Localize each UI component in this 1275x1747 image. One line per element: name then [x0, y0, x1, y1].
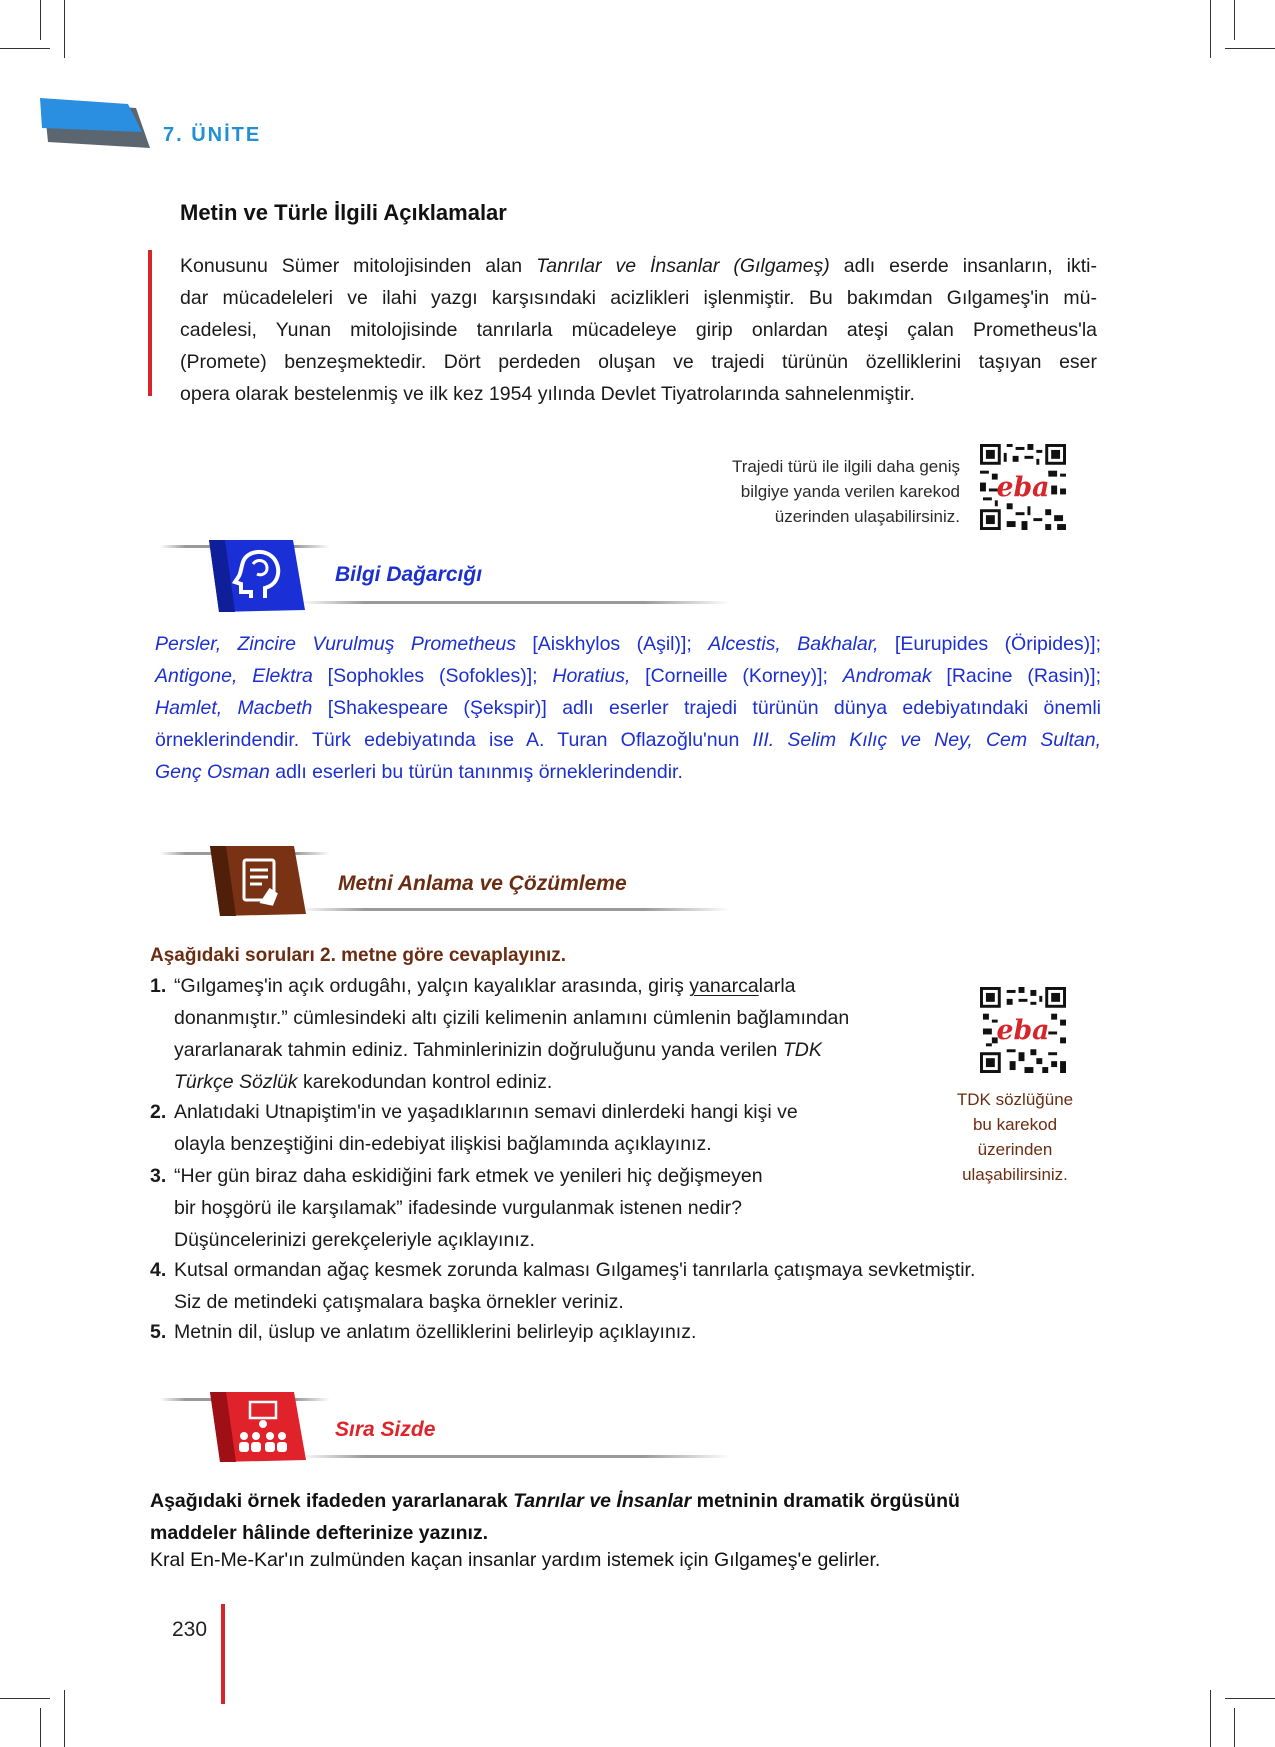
qr1-caption: Trajedi türü ile ilgili daha geniş bilgiye yanda verilen karekod üzerinden ulaşabilirsiniz.	[731, 457, 960, 526]
sira-icon-badge	[198, 1392, 308, 1462]
section-divider	[300, 601, 730, 604]
crop-mark	[0, 1698, 50, 1699]
svg-text:eba: eba	[996, 1014, 1050, 1046]
bilgi-paragraph: Persler, Zincire Vurulmuş Prometheus [Aiskhylos (Aşil)]; Alcestis, Bakhalar, [Eurupides (Öripides)]; Antigone, Elektra [Sophokles (Sofokles)]; Horatius, [Corneille (Korney)]; Andromak [Racine (Rasin)]; Hamlet, Macbeth [Shakespeare (Şekspir)] adlı eserler trajedi türünün dünya edebiyatındaki önemli örneklerindendir. Türk edebiyatında ise A. Turan Oflazoğlu'nun III. Selim Kılıç ve Ney, Cem Sultan, Genç Osman adlı eserleri bu türün tanınmış örneklerindendir.	[155, 633, 1101, 783]
crop-mark	[1234, 0, 1235, 40]
qr2-caption: TDK sözlüğüne bu karekod üzerinden ulaşabilirsiniz.	[956, 1090, 1074, 1184]
section-divider	[300, 1455, 730, 1458]
intro-accent-bar	[148, 250, 152, 396]
crop-mark	[40, 1708, 41, 1747]
svg-text:eba: eba	[996, 471, 1050, 503]
metni-icon-badge	[198, 846, 308, 916]
crop-mark	[1210, 0, 1211, 58]
qr-code-icon[interactable]	[980, 444, 1066, 530]
crop-mark	[1225, 48, 1275, 49]
crop-mark	[1225, 1698, 1275, 1699]
section-title: Metin ve Türle İlgili Açıklamalar	[180, 200, 507, 225]
page-accent-bar	[221, 1604, 225, 1704]
bilgi-title: Bilgi Dağarcığı	[335, 563, 483, 586]
section-divider	[300, 908, 730, 911]
question-3: 3. “Her gün biraz daha eskidiğini fark etmek ve yenileri hiç değişmeyen bir hoşgörü ile karşılamak” ifadesinde vurgulanmak istenen nedir? Düşüncelerinizi gerekçeleriyle açıklayınız.	[150, 1165, 763, 1251]
crop-mark	[1210, 1690, 1211, 1747]
question-1: 1. “Gılgameş'in açık ordugâhı, yalçın kayalıklar arasında, giriş yanarcalarla donanmıştır.” cümlesindeki altı çizili kelimenin anlamını cümlenin bağlamından yararlanarak tahmin ediniz. Tahminlerinizin doğruluğunu yanda verilen TDK Türkçe Sözlük karekodundan kontrol ediniz.	[150, 975, 850, 1093]
qr-code-icon[interactable]	[980, 987, 1066, 1073]
sira-example: Kral En-Me-Kar'ın zulmünden kaçan insanlar yardım istemek için Gılgameş'e gelirler.	[150, 1549, 881, 1571]
crop-mark	[64, 1690, 65, 1747]
sira-title: Sıra Sizde	[335, 1418, 436, 1441]
question-2: 2. Anlatıdaki Utnapiştim'in ve yaşadıklarının semavi dinlerdeki hangi kişi ve olayla benzeştiğini din-edebiyat ilişkisi bağlamında açıklayınız.	[150, 1101, 798, 1155]
crop-mark	[64, 0, 65, 58]
bilgi-icon-badge	[195, 540, 305, 612]
page-number: 230	[172, 1618, 208, 1641]
question-5: 5. Metnin dil, üslup ve anlatım özelliklerini belirleyip açıklayınız.	[150, 1321, 697, 1343]
metni-title: Metni Anlama ve Çözümleme	[338, 872, 627, 895]
metni-instruction: Aşağıdaki soruları 2. metne göre cevaplayınız.	[150, 945, 567, 966]
sira-instruction: Aşağıdaki örnek ifadeden yararlanarak Tanrılar ve İnsanlar metninin dramatik örgüsünü maddeler hâlinde defterinize yazınız.	[150, 1490, 960, 1544]
unit-label: 7. ÜNİTE	[163, 124, 262, 146]
crop-mark	[40, 0, 41, 40]
crop-mark	[0, 48, 50, 49]
crop-mark	[1234, 1708, 1235, 1747]
unit-tab-graphic	[38, 98, 150, 152]
question-4: 4. Kutsal ormandan ağaç kesmek zorunda kalması Gılgameş'i tanrılarla çatışmaya sevketmiştir. Siz de metindeki çatışmalara başka örnekler veriniz.	[150, 1259, 976, 1313]
intro-paragraph: Konusunu Sümer mitolojisinden alan Tanrılar ve İnsanlar (Gılgameş) adlı eserde insanların, ikti- dar mücadeleleri ve ilahi yazgı karşısındaki acizlikleri işlenmiştir. Bu bakımdan Gılgameş'in mü- cadelesi, Yunan mitolojisinde tanrılarla mücadeleye girip onlardan ateşi çalan Prometheus'la (Promete) benzeşmektedir. Dört perdeden oluşan ve trajedi türünün özelliklerini taşıyan eser opera olarak bestelenmiş ve ilk kez 1954 yılında Devlet Tiyatrolarında sahnelenmiştir.	[180, 255, 1097, 405]
